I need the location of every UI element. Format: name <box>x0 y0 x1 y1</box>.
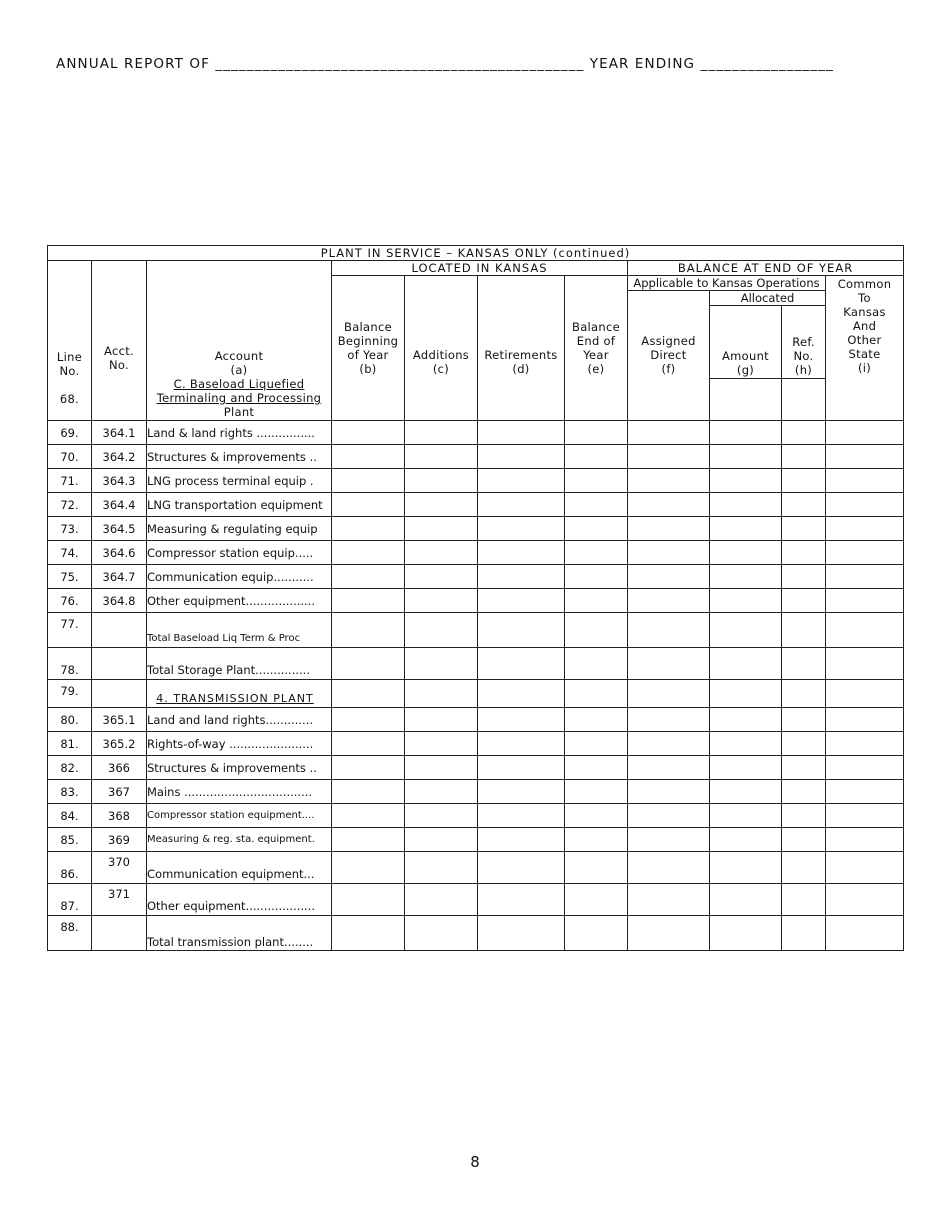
balance-end-cell[interactable] <box>565 680 628 708</box>
account-description: LNG transportation equipment <box>147 493 332 517</box>
allocated-amount-cell[interactable] <box>710 469 782 493</box>
allocated-amount-cell[interactable] <box>710 828 782 852</box>
allocated-header: Allocated <box>710 291 826 306</box>
retirements-cell[interactable] <box>478 780 565 804</box>
account-number: 364.3 <box>92 469 147 493</box>
allocated-amount-cell[interactable] <box>710 565 782 589</box>
ref-no-cell[interactable] <box>782 780 826 804</box>
common-cell[interactable] <box>826 445 904 469</box>
retirements-cell[interactable] <box>478 493 565 517</box>
account-number: 371 <box>92 884 147 916</box>
table-row <box>48 493 904 517</box>
account-header: Account (a) C. Baseload Liquefied Terminaling and Processing Plant <box>147 261 332 421</box>
allocated-amount-cell[interactable] <box>710 732 782 756</box>
common-cell[interactable] <box>826 916 904 951</box>
assigned-direct-cell[interactable] <box>628 613 710 648</box>
account-number: 365.2 <box>92 732 147 756</box>
common-cell[interactable] <box>826 780 904 804</box>
annual-report-of-label: ANNUAL REPORT OF <box>56 56 210 72</box>
account-description: Total transmission plant........ <box>147 916 332 951</box>
account-number <box>92 613 147 648</box>
account-description: Measuring & regulating equip <box>147 517 332 541</box>
balance-beginning-cell[interactable] <box>332 852 405 884</box>
balance-end-cell[interactable] <box>565 884 628 916</box>
balance-beginning-cell[interactable] <box>332 732 405 756</box>
account-number: 364.1 <box>92 421 147 445</box>
account-number <box>92 648 147 680</box>
amount-header: Amount (g) <box>710 306 782 379</box>
retirements-cell[interactable] <box>478 756 565 780</box>
ref-no-cell[interactable] <box>782 493 826 517</box>
line-number: 76. <box>48 589 92 613</box>
line-number: 71. <box>48 469 92 493</box>
table-row <box>48 445 904 469</box>
retirements-cell[interactable] <box>478 916 565 951</box>
balance-beginning-cell[interactable] <box>332 780 405 804</box>
account-description: Compressor station equip..... <box>147 541 332 565</box>
balance-beginning-cell[interactable] <box>332 916 405 951</box>
table-row <box>48 780 904 804</box>
balance-end-cell[interactable] <box>565 756 628 780</box>
common-cell[interactable] <box>826 613 904 648</box>
assigned-direct-cell[interactable] <box>628 421 710 445</box>
line-number: 83. <box>48 780 92 804</box>
additions-cell[interactable] <box>405 852 478 884</box>
common-cell[interactable] <box>826 828 904 852</box>
line-number: 88. <box>48 916 92 951</box>
additions-cell[interactable] <box>405 421 478 445</box>
additions-cell[interactable] <box>405 589 478 613</box>
ref-no-cell[interactable] <box>782 884 826 916</box>
table-row <box>48 732 904 756</box>
allocated-amount-cell[interactable] <box>710 421 782 445</box>
assigned-direct-cell[interactable] <box>628 756 710 780</box>
assigned-direct-cell[interactable] <box>628 589 710 613</box>
line-number: 70. <box>48 445 92 469</box>
allocated-amount-cell[interactable] <box>710 589 782 613</box>
table-row <box>48 756 904 780</box>
table-row <box>48 541 904 565</box>
line-number: 72. <box>48 493 92 517</box>
balance-beginning-cell[interactable] <box>332 708 405 732</box>
additions-cell[interactable] <box>405 613 478 648</box>
additions-cell[interactable] <box>405 680 478 708</box>
ref-no-cell[interactable] <box>782 517 826 541</box>
account-description: Compressor station equipment.... <box>147 804 332 828</box>
balance-end-cell[interactable] <box>565 852 628 884</box>
account-description: Communication equip........... <box>147 565 332 589</box>
common-cell[interactable] <box>826 708 904 732</box>
company-name-blank[interactable]: _______________________________________________ <box>215 56 585 72</box>
allocated-amount-cell[interactable] <box>710 541 782 565</box>
balance-beginning-cell[interactable] <box>332 565 405 589</box>
ref-no-cell[interactable] <box>782 541 826 565</box>
balance-beginning-cell[interactable] <box>332 469 405 493</box>
retirements-header: Retirements (d) <box>478 276 565 421</box>
line-number: 85. <box>48 828 92 852</box>
account-description: Land and land rights............. <box>147 708 332 732</box>
line-number: 78. <box>48 648 92 680</box>
line-number: 73. <box>48 517 92 541</box>
additions-header: Additions (c) <box>405 276 478 421</box>
assigned-direct-cell[interactable] <box>628 828 710 852</box>
assigned-direct-cell[interactable] <box>628 469 710 493</box>
assigned-direct-cell[interactable] <box>628 884 710 916</box>
applicable-kansas-header: Applicable to Kansas Operations <box>628 276 826 291</box>
retirements-cell[interactable] <box>478 828 565 852</box>
balance-end-header: Balance End of Year (e) <box>565 276 628 421</box>
table-row <box>48 804 904 828</box>
account-description: LNG process terminal equip . <box>147 469 332 493</box>
assigned-direct-cell[interactable] <box>628 493 710 517</box>
balance-beginning-cell[interactable] <box>332 589 405 613</box>
account-description <box>147 680 332 708</box>
balance-beginning-cell[interactable] <box>332 493 405 517</box>
balance-end-cell[interactable] <box>565 648 628 680</box>
table-row <box>48 517 904 541</box>
year-ending-blank[interactable]: _________________ <box>700 56 834 72</box>
balance-beginning-cell[interactable] <box>332 648 405 680</box>
common-cell[interactable] <box>826 469 904 493</box>
account-description: Measuring & reg. sta. equipment. <box>147 828 332 852</box>
balance-end-cell[interactable] <box>565 828 628 852</box>
assigned-direct-cell[interactable] <box>628 708 710 732</box>
additions-cell[interactable] <box>405 732 478 756</box>
allocated-amount-cell[interactable] <box>710 756 782 780</box>
common-cell[interactable] <box>826 517 904 541</box>
table-body <box>48 421 904 951</box>
common-cell[interactable] <box>826 589 904 613</box>
additions-cell[interactable] <box>405 445 478 469</box>
ref-no-cell[interactable] <box>782 708 826 732</box>
retirements-cell[interactable] <box>478 541 565 565</box>
balance-end-cell[interactable] <box>565 421 628 445</box>
ref-no-cell[interactable] <box>782 756 826 780</box>
assigned-direct-cell[interactable] <box>628 445 710 469</box>
balance-end-cell[interactable] <box>565 804 628 828</box>
balance-beginning-cell[interactable] <box>332 680 405 708</box>
allocated-amount-cell[interactable] <box>710 613 782 648</box>
balance-end-cell[interactable] <box>565 517 628 541</box>
balance-end-cell[interactable] <box>565 708 628 732</box>
account-number: 364.6 <box>92 541 147 565</box>
balance-end-cell[interactable] <box>565 613 628 648</box>
line-number: 77. <box>48 613 92 648</box>
assigned-direct-cell[interactable] <box>628 517 710 541</box>
account-number: 367 <box>92 780 147 804</box>
assigned-direct-cell[interactable] <box>628 804 710 828</box>
retirements-cell[interactable] <box>478 565 565 589</box>
account-description: Total Baseload Liq Term & Proc <box>147 613 332 648</box>
additions-cell[interactable] <box>405 884 478 916</box>
account-number: 368 <box>92 804 147 828</box>
balance-end-cell[interactable] <box>565 493 628 517</box>
table-row <box>48 884 904 916</box>
balance-beginning-cell[interactable] <box>332 445 405 469</box>
assigned-direct-cell[interactable] <box>628 565 710 589</box>
ref-no-cell[interactable] <box>782 589 826 613</box>
table-row <box>48 828 904 852</box>
common-cell[interactable] <box>826 756 904 780</box>
account-description: Land & land rights ................ <box>147 421 332 445</box>
located-in-kansas-header: LOCATED IN KANSAS <box>332 261 628 276</box>
balance-beginning-cell[interactable] <box>332 541 405 565</box>
common-cell[interactable] <box>826 884 904 916</box>
balance-end-cell[interactable] <box>565 780 628 804</box>
additions-cell[interactable] <box>405 493 478 517</box>
balance-beginning-cell[interactable] <box>332 421 405 445</box>
common-cell[interactable] <box>826 804 904 828</box>
line-number: 79. <box>48 680 92 708</box>
common-cell[interactable] <box>826 648 904 680</box>
retirements-cell[interactable] <box>478 517 565 541</box>
common-cell[interactable] <box>826 732 904 756</box>
balance-beginning-cell[interactable] <box>332 517 405 541</box>
table-row <box>48 648 904 680</box>
allocated-amount-cell[interactable] <box>710 708 782 732</box>
balance-beginning-header: Balance Beginning of Year (b) <box>332 276 405 421</box>
line-number: 75. <box>48 565 92 589</box>
page-number: 8 <box>470 1153 480 1171</box>
additions-cell[interactable] <box>405 541 478 565</box>
line-number: 69. <box>48 421 92 445</box>
balance-end-cell[interactable] <box>565 732 628 756</box>
additions-cell[interactable] <box>405 780 478 804</box>
line-number: 80. <box>48 708 92 732</box>
additions-cell[interactable] <box>405 804 478 828</box>
account-number: 370 <box>92 852 147 884</box>
allocated-amount-cell[interactable] <box>710 884 782 916</box>
ref-no-spacer <box>782 379 826 421</box>
balance-end-cell[interactable] <box>565 469 628 493</box>
additions-cell[interactable] <box>405 517 478 541</box>
plant-in-service-table <box>47 245 904 951</box>
balance-beginning-cell[interactable] <box>332 884 405 916</box>
table-row <box>48 589 904 613</box>
common-cell[interactable] <box>826 541 904 565</box>
balance-beginning-cell[interactable] <box>332 804 405 828</box>
ref-no-cell[interactable] <box>782 732 826 756</box>
account-number: 364.8 <box>92 589 147 613</box>
allocated-amount-cell[interactable] <box>710 804 782 828</box>
report-header <box>56 56 834 72</box>
allocated-amount-cell[interactable] <box>710 445 782 469</box>
table-row <box>48 565 904 589</box>
assigned-direct-cell[interactable] <box>628 732 710 756</box>
ref-no-cell[interactable] <box>782 421 826 445</box>
line-number: 81. <box>48 732 92 756</box>
retirements-cell[interactable] <box>478 445 565 469</box>
common-cell[interactable] <box>826 680 904 708</box>
additions-cell[interactable] <box>405 756 478 780</box>
balance-end-year-header: BALANCE AT END OF YEAR <box>628 261 904 276</box>
balance-end-cell[interactable] <box>565 445 628 469</box>
ref-no-cell[interactable] <box>782 445 826 469</box>
account-description: Total Storage Plant............... <box>147 648 332 680</box>
additions-cell[interactable] <box>405 565 478 589</box>
balance-end-cell[interactable] <box>565 916 628 951</box>
line-no-header: Line No. 68. <box>48 261 92 421</box>
table-row <box>48 852 904 884</box>
balance-end-cell[interactable] <box>565 565 628 589</box>
retirements-cell[interactable] <box>478 732 565 756</box>
ref-no-cell[interactable] <box>782 469 826 493</box>
account-description: Other equipment................... <box>147 884 332 916</box>
ref-no-cell[interactable] <box>782 916 826 951</box>
account-description: Structures & improvements .. <box>147 756 332 780</box>
retirements-cell[interactable] <box>478 613 565 648</box>
retirements-cell[interactable] <box>478 648 565 680</box>
additions-cell[interactable] <box>405 469 478 493</box>
account-number: 364.7 <box>92 565 147 589</box>
ref-no-cell[interactable] <box>782 852 826 884</box>
allocated-amount-cell[interactable] <box>710 648 782 680</box>
allocated-amount-cell[interactable] <box>710 852 782 884</box>
line-number: 87. <box>48 884 92 916</box>
account-number <box>92 916 147 951</box>
account-description: Structures & improvements .. <box>147 445 332 469</box>
balance-beginning-cell[interactable] <box>332 828 405 852</box>
ref-no-header: Ref. No. (h) <box>782 306 826 379</box>
retirements-cell[interactable] <box>478 469 565 493</box>
line-number: 74. <box>48 541 92 565</box>
section-c-title: C. Baseload Liquefied Terminaling and Processing <box>156 377 322 405</box>
account-number: 366 <box>92 756 147 780</box>
additions-cell[interactable] <box>405 828 478 852</box>
retirements-cell[interactable] <box>478 804 565 828</box>
allocated-amount-cell[interactable] <box>710 780 782 804</box>
account-description: Communication equipment... <box>147 852 332 884</box>
account-number: 365.1 <box>92 708 147 732</box>
retirements-cell[interactable] <box>478 421 565 445</box>
additions-cell[interactable] <box>405 708 478 732</box>
common-header: Common To Kansas And Other State (i) <box>826 276 904 421</box>
common-cell[interactable] <box>826 493 904 517</box>
table-row <box>48 680 904 708</box>
allocated-amount-cell[interactable] <box>710 680 782 708</box>
account-number: 364.4 <box>92 493 147 517</box>
retirements-cell[interactable] <box>478 708 565 732</box>
assigned-direct-cell[interactable] <box>628 648 710 680</box>
account-number: 369 <box>92 828 147 852</box>
allocated-amount-cell[interactable] <box>710 517 782 541</box>
allocated-amount-cell[interactable] <box>710 493 782 517</box>
ref-no-cell[interactable] <box>782 828 826 852</box>
line-number: 84. <box>48 804 92 828</box>
table-row <box>48 708 904 732</box>
acct-no-header: Acct. No. <box>92 261 147 421</box>
account-description: Rights-of-way ....................... <box>147 732 332 756</box>
table-row <box>48 469 904 493</box>
assigned-direct-cell[interactable] <box>628 780 710 804</box>
line-number: 86. <box>48 852 92 884</box>
assigned-direct-cell[interactable] <box>628 541 710 565</box>
additions-cell[interactable] <box>405 648 478 680</box>
common-cell[interactable] <box>826 565 904 589</box>
allocated-amount-cell[interactable] <box>710 916 782 951</box>
line-number: 82. <box>48 756 92 780</box>
year-ending-label: YEAR ENDING <box>589 56 696 72</box>
assigned-direct-cell[interactable] <box>628 852 710 884</box>
balance-end-cell[interactable] <box>565 541 628 565</box>
section-title: 4. TRANSMISSION PLANT <box>156 692 314 705</box>
amount-spacer <box>710 379 782 421</box>
assigned-direct-cell[interactable] <box>628 916 710 951</box>
table-row <box>48 613 904 648</box>
account-number: 364.5 <box>92 517 147 541</box>
table-row <box>48 916 904 951</box>
balance-beginning-cell[interactable] <box>332 613 405 648</box>
retirements-cell[interactable] <box>478 884 565 916</box>
assigned-direct-header: Assigned Direct (f) <box>628 291 710 421</box>
account-description: Other equipment................... <box>147 589 332 613</box>
retirements-cell[interactable] <box>478 680 565 708</box>
account-description: Mains ................................... <box>147 780 332 804</box>
balance-beginning-cell[interactable] <box>332 756 405 780</box>
ref-no-cell[interactable] <box>782 804 826 828</box>
table-row <box>48 421 904 445</box>
retirements-cell[interactable] <box>478 852 565 884</box>
common-cell[interactable] <box>826 421 904 445</box>
ref-no-cell[interactable] <box>782 648 826 680</box>
ref-no-cell[interactable] <box>782 565 826 589</box>
ref-no-cell[interactable] <box>782 680 826 708</box>
common-cell[interactable] <box>826 852 904 884</box>
assigned-direct-cell[interactable] <box>628 680 710 708</box>
retirements-cell[interactable] <box>478 589 565 613</box>
additions-cell[interactable] <box>405 916 478 951</box>
ref-no-cell[interactable] <box>782 613 826 648</box>
table-title: PLANT IN SERVICE – KANSAS ONLY (continued) <box>48 246 904 261</box>
account-number: 364.2 <box>92 445 147 469</box>
account-number <box>92 680 147 708</box>
balance-end-cell[interactable] <box>565 589 628 613</box>
